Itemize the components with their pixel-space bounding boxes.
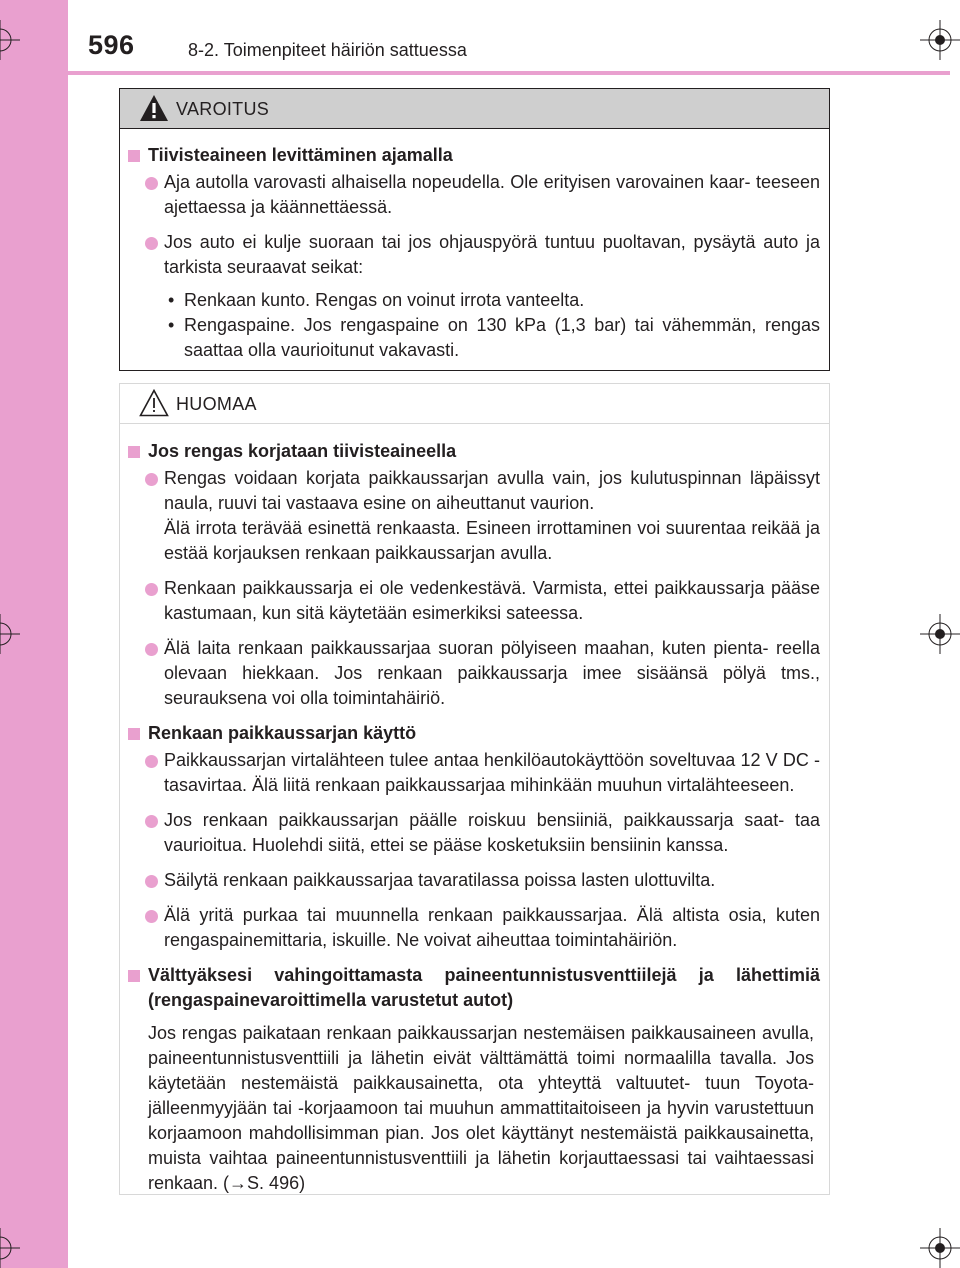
bullet-item: Älä laita renkaan paikkaussarjaa suoran pölyiseen maahan, kuten pienta- reella olevaan hiekkaan. Jos renkaan paikkaussarja imee sisäänsä pölyä tms., seurauksena voi olla toimintahäiriö. <box>126 636 820 711</box>
bullet-item: Jos auto ei kulje suoraan tai jos ohjauspyörä tuntuu puoltavan, pysäytä auto ja tarkista seuraavat seikat: <box>126 230 820 280</box>
registration-mark-icon <box>920 614 960 654</box>
round-bullet-icon <box>145 177 158 190</box>
round-bullet-icon <box>145 875 158 888</box>
sub-item: • Rengaspaine. Jos rengaspaine on 130 kPa (1,3 bar) tai vähemmän, rengas saattaa olla vaurioitunut vakavasti. <box>168 315 820 360</box>
section-heading: Tiivisteaineen levittäminen ajamalla <box>126 143 820 168</box>
warning-box-header <box>120 89 829 129</box>
round-bullet-icon <box>145 237 158 250</box>
warning-box <box>119 88 830 371</box>
warning-triangle-icon <box>139 94 169 122</box>
bullet-item: Rengas voidaan korjata paikkaussarjan avulla vain, jos kulutuspinnan läpäissyt naula, ruuvi tai vastaava esine on aiheuttanut vaurion. Älä irrota terävää esinettä renkaasta. Esineen irrottaminen voi suurentaa reikää ja estää korjauksen renkaan paikkaussarjan avulla. <box>126 466 820 566</box>
notice-triangle-icon <box>139 389 169 417</box>
bullet-item: Jos renkaan paikkaussarjan päälle roiskuu bensiiniä, paikkaussarja saat- taa vaurioitua. Huolehdi siitä, ettei se pääse kosketuksiin bensiinin kanssa. <box>126 808 820 858</box>
registration-mark-icon <box>0 20 20 60</box>
bullet-item: Paikkaussarjan virtalähteen tulee antaa henkilöautokäyttöön soveltuvaa 12 V DC -tasavirtaa. Älä liitä renkaan paikkaussarjaa mihinkään muuhun virtalähteeseen. <box>126 748 820 798</box>
notice-box-header <box>120 384 829 424</box>
header-rule <box>68 71 950 75</box>
warning-label: VAROITUS <box>176 99 270 119</box>
section-heading: Välttyäksesi vahingoittamasta paineentunnistusventtiilejä ja lähettimiä (rengaspainevaroittimella varustetut autot) <box>126 963 820 1013</box>
square-bullet-icon <box>128 970 140 982</box>
square-bullet-icon <box>128 728 140 740</box>
registration-mark-icon <box>0 1228 20 1268</box>
square-bullet-icon <box>128 446 140 458</box>
registration-mark-icon <box>0 614 20 654</box>
sub-list <box>126 288 820 363</box>
warning-body <box>120 129 829 363</box>
round-bullet-icon <box>145 583 158 596</box>
notice-box <box>119 383 830 1195</box>
notice-body <box>120 424 829 1196</box>
bullet-item: Aja autolla varovasti alhaisella nopeudella. Ole erityisen varovainen kaar- teeseen ajettaessa ja käännettäessä. <box>126 170 820 220</box>
bullet-item: Renkaan paikkaussarja ei ole vedenkestävä. Varmista, ettei paikkaussarja pääse kastumaan, kun sitä käytetään esimerkiksi sateessa. <box>126 576 820 626</box>
round-bullet-icon <box>145 643 158 656</box>
round-bullet-icon <box>145 755 158 768</box>
sub-bullet-marker: • <box>168 290 175 310</box>
sub-item: • Renkaan kunto. Rengas on voinut irrota vanteelta. <box>164 288 820 313</box>
registration-mark-icon <box>920 20 960 60</box>
bullet-item: Säilytä renkaan paikkaussarjaa tavaratilassa poissa lasten ulottuvilta. <box>126 868 820 893</box>
section-heading: Jos rengas korjataan tiivisteaineella <box>126 439 820 464</box>
square-bullet-icon <box>128 150 140 162</box>
page-number: 596 <box>88 30 135 60</box>
chapter-title: 8-2. Toimenpiteet häiriön sattuessa <box>188 40 467 60</box>
bullet-item: Älä yritä purkaa tai muunnella renkaan paikkaussarjaa. Älä altista osia, kuten rengaspainemittaria, iskuille. Ne voivat aiheuttaa toimintahäiriön. <box>126 903 820 953</box>
registration-mark-icon <box>920 1228 960 1268</box>
section-paragraph: Jos rengas paikataan renkaan paikkaussarjan nestemäisen paikkausaineen avulla, paineentunnistusventtiili ja lähetin eivät välttämättä toimi normaalilla tavalla. Jos käytetään nestemäistä paikkausainetta, ota yhteyttä valtuutet- tuun Toyota-jälleenmyyjään tai -korjaamoon tai muuhun ammattitaitoiseen ja hyvin varustettuun korjaamoon mahdollisimman pian. Jos olet käyttänyt nestemäistä paikkausainetta, muista vaihtaa paineentunnistusventtiili ja lähetin korjauttaessasi tai vaihtaessasi renkaan. (→S. 496) <box>148 1023 814 1193</box>
sub-bullet-marker: • <box>168 315 175 335</box>
section-heading: Renkaan paikkaussarjan käyttö <box>126 721 820 746</box>
notice-label: HUOMAA <box>176 394 257 414</box>
round-bullet-icon <box>145 910 158 923</box>
round-bullet-icon <box>145 473 158 486</box>
round-bullet-icon <box>145 815 158 828</box>
